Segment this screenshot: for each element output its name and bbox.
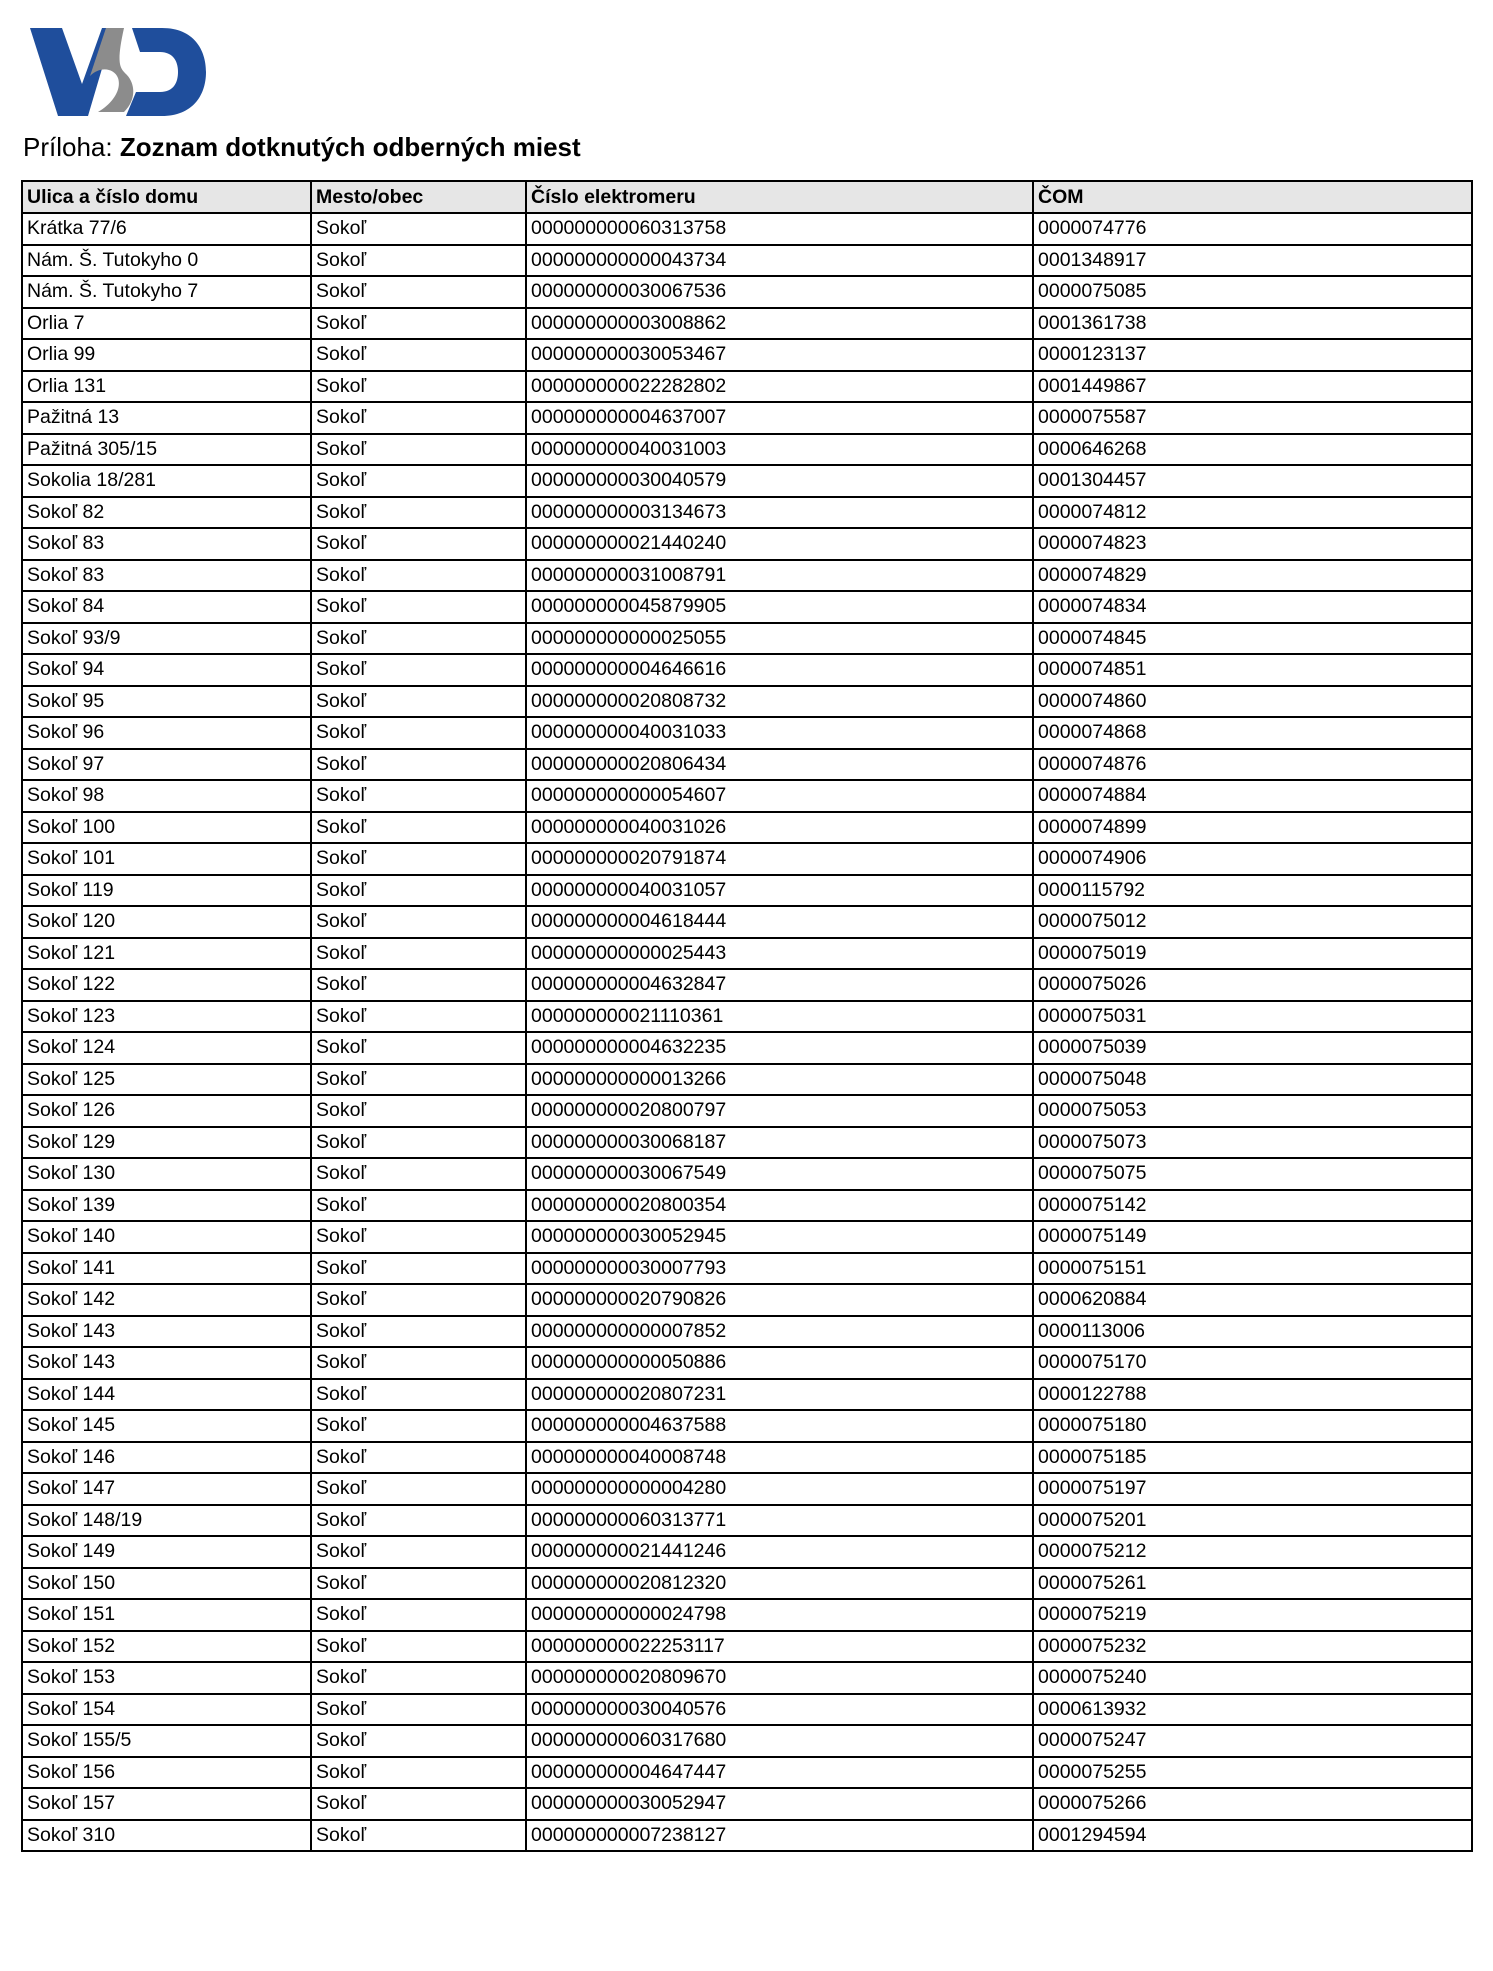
cell-com: 0000074829	[1033, 560, 1472, 592]
cell-com: 0000075053	[1033, 1095, 1472, 1127]
cell-com: 0000074812	[1033, 497, 1472, 529]
cell-city: Sokoľ	[311, 654, 526, 686]
cell-meter-number: 000000000020800354	[526, 1190, 1033, 1222]
cell-com: 0000075012	[1033, 906, 1472, 938]
cell-meter-number: 000000000022282802	[526, 371, 1033, 403]
table-row	[22, 1568, 1472, 1600]
cell-com: 0000074823	[1033, 528, 1472, 560]
delivery-points-table	[21, 180, 1473, 1852]
cell-meter-number: 000000000020808732	[526, 686, 1033, 718]
cell-address: Sokoľ 122	[22, 969, 311, 1001]
cell-meter-number: 000000000030053467	[526, 339, 1033, 371]
cell-address: Sokoľ 140	[22, 1221, 311, 1253]
table-row	[22, 560, 1472, 592]
table-row	[22, 1095, 1472, 1127]
cell-meter-number: 000000000000025055	[526, 623, 1033, 655]
table-row	[22, 1253, 1472, 1285]
cell-address: Sokoľ 120	[22, 906, 311, 938]
cell-com: 0000646268	[1033, 434, 1472, 466]
cell-city: Sokoľ	[311, 1757, 526, 1789]
cell-meter-number: 000000000000024798	[526, 1599, 1033, 1631]
cell-city: Sokoľ	[311, 1284, 526, 1316]
cell-meter-number: 000000000030007793	[526, 1253, 1033, 1285]
cell-address: Sokoľ 155/5	[22, 1725, 311, 1757]
cell-meter-number: 000000000030040576	[526, 1694, 1033, 1726]
cell-address: Sokoľ 154	[22, 1694, 311, 1726]
table-row	[22, 1442, 1472, 1474]
cell-com: 0000074834	[1033, 591, 1472, 623]
cell-city: Sokoľ	[311, 1410, 526, 1442]
cell-com: 0000075142	[1033, 1190, 1472, 1222]
table-row	[22, 623, 1472, 655]
cell-address: Sokoľ 143	[22, 1316, 311, 1348]
column-header-com: ČOM	[1033, 181, 1472, 213]
table-row	[22, 1631, 1472, 1663]
cell-city: Sokoľ	[311, 938, 526, 970]
table-row	[22, 686, 1472, 718]
cell-city: Sokoľ	[311, 308, 526, 340]
cell-com: 0000115792	[1033, 875, 1472, 907]
cell-address: Sokoľ 310	[22, 1820, 311, 1852]
table-row	[22, 1820, 1472, 1852]
cell-address: Sokoľ 147	[22, 1473, 311, 1505]
table-row	[22, 339, 1472, 371]
cell-city: Sokoľ	[311, 1032, 526, 1064]
table-row	[22, 1158, 1472, 1190]
cell-address: Pažitná 13	[22, 402, 311, 434]
cell-address: Pažitná 305/15	[22, 434, 311, 466]
table-row	[22, 434, 1472, 466]
cell-address: Sokolia 18/281	[22, 465, 311, 497]
cell-meter-number: 000000000021440240	[526, 528, 1033, 560]
cell-city: Sokoľ	[311, 1442, 526, 1474]
cell-address: Orlia 131	[22, 371, 311, 403]
cell-city: Sokoľ	[311, 1631, 526, 1663]
table-row	[22, 213, 1472, 245]
cell-address: Sokoľ 139	[22, 1190, 311, 1222]
cell-address: Sokoľ 152	[22, 1631, 311, 1663]
table-row	[22, 1064, 1472, 1096]
cell-address: Sokoľ 119	[22, 875, 311, 907]
cell-city: Sokoľ	[311, 402, 526, 434]
logo-letter-s	[90, 28, 133, 112]
cell-meter-number: 000000000045879905	[526, 591, 1033, 623]
cell-city: Sokoľ	[311, 1694, 526, 1726]
table-row	[22, 276, 1472, 308]
cell-city: Sokoľ	[311, 1221, 526, 1253]
cell-city: Sokoľ	[311, 591, 526, 623]
cell-com: 0000075048	[1033, 1064, 1472, 1096]
table-row	[22, 654, 1472, 686]
table-row	[22, 1788, 1472, 1820]
table-row	[22, 497, 1472, 529]
cell-meter-number: 000000000030052947	[526, 1788, 1033, 1820]
vsd-logo	[28, 24, 208, 120]
cell-meter-number: 000000000004632847	[526, 969, 1033, 1001]
cell-com: 0000075039	[1033, 1032, 1472, 1064]
cell-meter-number: 000000000030040579	[526, 465, 1033, 497]
cell-address: Sokoľ 97	[22, 749, 311, 781]
cell-meter-number: 000000000020812320	[526, 1568, 1033, 1600]
cell-city: Sokoľ	[311, 843, 526, 875]
cell-meter-number: 000000000040031026	[526, 812, 1033, 844]
cell-com: 0001348917	[1033, 245, 1472, 277]
cell-city: Sokoľ	[311, 717, 526, 749]
cell-meter-number: 000000000020791874	[526, 843, 1033, 875]
cell-meter-number: 000000000020790826	[526, 1284, 1033, 1316]
table-row	[22, 1001, 1472, 1033]
cell-com: 0001294594	[1033, 1820, 1472, 1852]
cell-meter-number: 000000000040031057	[526, 875, 1033, 907]
cell-meter-number: 000000000020807231	[526, 1379, 1033, 1411]
cell-city: Sokoľ	[311, 1001, 526, 1033]
table-row	[22, 245, 1472, 277]
cell-com: 0000075201	[1033, 1505, 1472, 1537]
cell-com: 0000075151	[1033, 1253, 1472, 1285]
table-row	[22, 1599, 1472, 1631]
cell-meter-number: 000000000003008862	[526, 308, 1033, 340]
table-row	[22, 1032, 1472, 1064]
cell-city: Sokoľ	[311, 1158, 526, 1190]
table-row	[22, 1757, 1472, 1789]
cell-com: 0000075266	[1033, 1788, 1472, 1820]
logo-letter-v	[30, 28, 114, 116]
cell-city: Sokoľ	[311, 1473, 526, 1505]
cell-meter-number: 000000000004647447	[526, 1757, 1033, 1789]
cell-address: Sokoľ 82	[22, 497, 311, 529]
cell-com: 0000075073	[1033, 1127, 1472, 1159]
cell-city: Sokoľ	[311, 245, 526, 277]
table-row	[22, 402, 1472, 434]
cell-com: 0001449867	[1033, 371, 1472, 403]
cell-address: Sokoľ 98	[22, 780, 311, 812]
table-row	[22, 938, 1472, 970]
cell-address: Sokoľ 121	[22, 938, 311, 970]
cell-meter-number: 000000000030067549	[526, 1158, 1033, 1190]
cell-meter-number: 000000000040031003	[526, 434, 1033, 466]
cell-city: Sokoľ	[311, 686, 526, 718]
cell-com: 0000075180	[1033, 1410, 1472, 1442]
cell-address: Sokoľ 123	[22, 1001, 311, 1033]
cell-city: Sokoľ	[311, 780, 526, 812]
cell-city: Sokoľ	[311, 1599, 526, 1631]
cell-com: 0000113006	[1033, 1316, 1472, 1348]
table-row	[22, 717, 1472, 749]
table-row	[22, 1536, 1472, 1568]
cell-com: 0000074899	[1033, 812, 1472, 844]
cell-address: Sokoľ 84	[22, 591, 311, 623]
cell-com: 0000074884	[1033, 780, 1472, 812]
cell-meter-number: 000000000021110361	[526, 1001, 1033, 1033]
cell-city: Sokoľ	[311, 749, 526, 781]
cell-meter-number: 000000000004618444	[526, 906, 1033, 938]
cell-com: 0000075240	[1033, 1662, 1472, 1694]
cell-meter-number: 000000000060313771	[526, 1505, 1033, 1537]
cell-city: Sokoľ	[311, 969, 526, 1001]
cell-city: Sokoľ	[311, 371, 526, 403]
cell-address: Sokoľ 157	[22, 1788, 311, 1820]
cell-meter-number: 000000000004646616	[526, 654, 1033, 686]
cell-city: Sokoľ	[311, 875, 526, 907]
cell-meter-number: 000000000020806434	[526, 749, 1033, 781]
cell-city: Sokoľ	[311, 276, 526, 308]
cell-meter-number: 000000000007238127	[526, 1820, 1033, 1852]
cell-city: Sokoľ	[311, 213, 526, 245]
cell-meter-number: 000000000000043734	[526, 245, 1033, 277]
cell-city: Sokoľ	[311, 1662, 526, 1694]
cell-address: Sokoľ 130	[22, 1158, 311, 1190]
cell-meter-number: 000000000000054607	[526, 780, 1033, 812]
cell-address: Sokoľ 153	[22, 1662, 311, 1694]
cell-com: 0000074876	[1033, 749, 1472, 781]
cell-meter-number: 000000000004632235	[526, 1032, 1033, 1064]
cell-meter-number: 000000000020800797	[526, 1095, 1033, 1127]
page-title	[23, 130, 581, 164]
cell-city: Sokoľ	[311, 465, 526, 497]
cell-com: 0000075149	[1033, 1221, 1472, 1253]
cell-com: 0000074776	[1033, 213, 1472, 245]
cell-city: Sokoľ	[311, 906, 526, 938]
cell-city: Sokoľ	[311, 1316, 526, 1348]
table-header-row	[22, 181, 1472, 213]
cell-address: Sokoľ 148/19	[22, 1505, 311, 1537]
cell-meter-number: 000000000000007852	[526, 1316, 1033, 1348]
cell-com: 0000075212	[1033, 1536, 1472, 1568]
cell-address: Sokoľ 96	[22, 717, 311, 749]
table-row	[22, 812, 1472, 844]
cell-com: 0000075197	[1033, 1473, 1472, 1505]
cell-com: 0000620884	[1033, 1284, 1472, 1316]
table-row	[22, 749, 1472, 781]
cell-meter-number: 000000000031008791	[526, 560, 1033, 592]
cell-com: 0000074868	[1033, 717, 1472, 749]
table-row	[22, 528, 1472, 560]
title-text: Zoznam dotknutých odberných miest	[119, 132, 581, 162]
table-row	[22, 1725, 1472, 1757]
cell-com: 0000075170	[1033, 1347, 1472, 1379]
cell-address: Sokoľ 141	[22, 1253, 311, 1285]
cell-meter-number: 000000000030067536	[526, 276, 1033, 308]
column-header-city: Mesto/obec	[311, 181, 526, 213]
table-row	[22, 1694, 1472, 1726]
cell-com: 0000613932	[1033, 1694, 1472, 1726]
cell-address: Sokoľ 83	[22, 528, 311, 560]
cell-com: 0000075026	[1033, 969, 1472, 1001]
table-row	[22, 591, 1472, 623]
cell-address: Sokoľ 124	[22, 1032, 311, 1064]
cell-address: Sokoľ 142	[22, 1284, 311, 1316]
table-row	[22, 1347, 1472, 1379]
table-row	[22, 1379, 1472, 1411]
cell-city: Sokoľ	[311, 623, 526, 655]
cell-meter-number: 000000000060313758	[526, 213, 1033, 245]
table-row	[22, 843, 1472, 875]
cell-com: 0000123137	[1033, 339, 1472, 371]
table-row	[22, 1190, 1472, 1222]
table-row	[22, 1284, 1472, 1316]
cell-meter-number: 000000000030068187	[526, 1127, 1033, 1159]
cell-address: Sokoľ 83	[22, 560, 311, 592]
cell-meter-number: 000000000040008748	[526, 1442, 1033, 1474]
cell-city: Sokoľ	[311, 812, 526, 844]
cell-address: Sokoľ 126	[22, 1095, 311, 1127]
cell-city: Sokoľ	[311, 1788, 526, 1820]
cell-address: Nám. Š. Tutokyho 7	[22, 276, 311, 308]
cell-meter-number: 000000000004637588	[526, 1410, 1033, 1442]
cell-address: Krátka 77/6	[22, 213, 311, 245]
cell-address: Nám. Š. Tutokyho 0	[22, 245, 311, 277]
cell-address: Sokoľ 145	[22, 1410, 311, 1442]
cell-city: Sokoľ	[311, 1253, 526, 1285]
cell-com: 0000074860	[1033, 686, 1472, 718]
cell-meter-number: 000000000022253117	[526, 1631, 1033, 1663]
table-row	[22, 1473, 1472, 1505]
cell-com: 0000075255	[1033, 1757, 1472, 1789]
cell-address: Sokoľ 156	[22, 1757, 311, 1789]
cell-com: 0001304457	[1033, 465, 1472, 497]
cell-address: Sokoľ 149	[22, 1536, 311, 1568]
cell-city: Sokoľ	[311, 528, 526, 560]
cell-city: Sokoľ	[311, 1127, 526, 1159]
cell-address: Orlia 7	[22, 308, 311, 340]
table-row	[22, 1505, 1472, 1537]
cell-address: Sokoľ 100	[22, 812, 311, 844]
cell-address: Sokoľ 150	[22, 1568, 311, 1600]
table-row	[22, 1127, 1472, 1159]
cell-city: Sokoľ	[311, 1190, 526, 1222]
cell-com: 0000074906	[1033, 843, 1472, 875]
cell-meter-number: 000000000040031033	[526, 717, 1033, 749]
cell-city: Sokoľ	[311, 1820, 526, 1852]
cell-address: Sokoľ 93/9	[22, 623, 311, 655]
cell-city: Sokoľ	[311, 497, 526, 529]
cell-city: Sokoľ	[311, 1347, 526, 1379]
cell-address: Sokoľ 94	[22, 654, 311, 686]
cell-meter-number: 000000000000013266	[526, 1064, 1033, 1096]
cell-city: Sokoľ	[311, 1568, 526, 1600]
cell-com: 0000074851	[1033, 654, 1472, 686]
cell-meter-number: 000000000000004280	[526, 1473, 1033, 1505]
cell-address: Sokoľ 101	[22, 843, 311, 875]
table-row	[22, 308, 1472, 340]
cell-com: 0000075075	[1033, 1158, 1472, 1190]
cell-com: 0000075261	[1033, 1568, 1472, 1600]
table-row	[22, 969, 1472, 1001]
cell-city: Sokoľ	[311, 1725, 526, 1757]
cell-address: Sokoľ 125	[22, 1064, 311, 1096]
cell-city: Sokoľ	[311, 339, 526, 371]
cell-meter-number: 000000000060317680	[526, 1725, 1033, 1757]
cell-address: Sokoľ 151	[22, 1599, 311, 1631]
logo-letter-d	[126, 28, 206, 116]
cell-com: 0000075019	[1033, 938, 1472, 970]
title-label: Príloha:	[23, 132, 113, 162]
cell-com: 0000075031	[1033, 1001, 1472, 1033]
cell-meter-number: 000000000003134673	[526, 497, 1033, 529]
table-row	[22, 906, 1472, 938]
cell-com: 0000074845	[1033, 623, 1472, 655]
table-row	[22, 1221, 1472, 1253]
table-row	[22, 371, 1472, 403]
table-row	[22, 875, 1472, 907]
column-header-address: Ulica a číslo domu	[22, 181, 311, 213]
cell-com: 0000075587	[1033, 402, 1472, 434]
table-row	[22, 1662, 1472, 1694]
cell-city: Sokoľ	[311, 1095, 526, 1127]
table-row	[22, 780, 1472, 812]
cell-com: 0000075232	[1033, 1631, 1472, 1663]
cell-com: 0000075219	[1033, 1599, 1472, 1631]
cell-meter-number: 000000000020809670	[526, 1662, 1033, 1694]
cell-meter-number: 000000000004637007	[526, 402, 1033, 434]
table-row	[22, 1410, 1472, 1442]
cell-address: Sokoľ 146	[22, 1442, 311, 1474]
cell-meter-number: 000000000000025443	[526, 938, 1033, 970]
cell-com: 0001361738	[1033, 308, 1472, 340]
cell-city: Sokoľ	[311, 1379, 526, 1411]
cell-city: Sokoľ	[311, 1505, 526, 1537]
table-row	[22, 465, 1472, 497]
cell-com: 0000075185	[1033, 1442, 1472, 1474]
column-header-meter-number: Číslo elektromeru	[526, 181, 1033, 213]
cell-address: Sokoľ 129	[22, 1127, 311, 1159]
cell-com: 0000075085	[1033, 276, 1472, 308]
cell-address: Sokoľ 143	[22, 1347, 311, 1379]
cell-com: 0000075247	[1033, 1725, 1472, 1757]
cell-com: 0000122788	[1033, 1379, 1472, 1411]
cell-meter-number: 000000000021441246	[526, 1536, 1033, 1568]
cell-meter-number: 000000000000050886	[526, 1347, 1033, 1379]
cell-meter-number: 000000000030052945	[526, 1221, 1033, 1253]
cell-address: Sokoľ 144	[22, 1379, 311, 1411]
cell-address: Orlia 99	[22, 339, 311, 371]
cell-city: Sokoľ	[311, 1064, 526, 1096]
cell-address: Sokoľ 95	[22, 686, 311, 718]
cell-city: Sokoľ	[311, 434, 526, 466]
cell-city: Sokoľ	[311, 560, 526, 592]
table-row	[22, 1316, 1472, 1348]
cell-city: Sokoľ	[311, 1536, 526, 1568]
